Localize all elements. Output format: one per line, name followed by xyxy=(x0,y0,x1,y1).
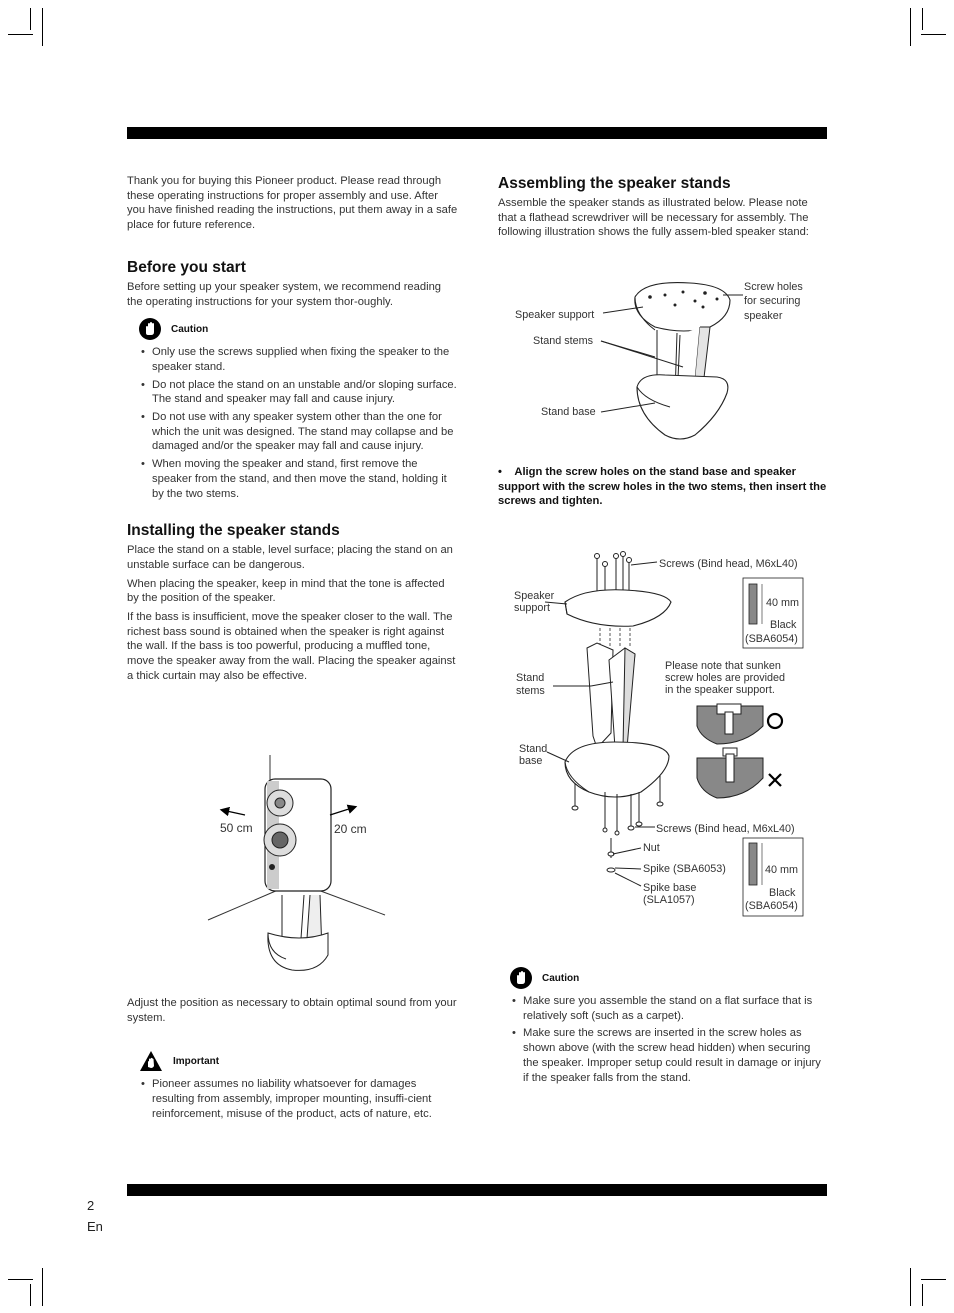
crop-mark xyxy=(42,1268,43,1306)
caution-label: Caution xyxy=(542,972,580,984)
assembling-heading: Assembling the speaker stands xyxy=(498,175,731,192)
page-number: 2 xyxy=(87,1198,95,1213)
label-screw-holes: for securing xyxy=(744,295,801,307)
adjust-block xyxy=(127,996,459,1125)
installing-paragraph: If the bass is insufficient, move the speaker closer to the wall. The richest bass sound is obtained when the speaker is right against the wall. If the bass is too powerful, producing a muffled tone, move the speaker away from the wall. Placing the speaker against a thick curtain may also be effective. xyxy=(127,611,456,682)
label-screws-bottom: Screws (Bind head, M6xL40) xyxy=(656,823,795,835)
label-sunken-note: screw holes are provided xyxy=(665,672,786,684)
label-part-code: (SBA6054) xyxy=(745,633,798,645)
list-item: • Do not place the stand on an unstable and/or sloping surface. The stand and speaker may fall and cause injury. xyxy=(127,378,459,407)
list-item: • Pioneer assumes no liability whatsoever for damages resulting from assembly, improper mounting, insuffi-cient reinforcement, misuse of the product, acts of nature, etc. xyxy=(127,1077,459,1121)
important-list xyxy=(127,1077,459,1121)
label-screw-holes: Screw holes xyxy=(744,281,803,293)
installing-heading: Installing the speaker stands xyxy=(127,522,340,540)
caution-list xyxy=(127,345,459,501)
crop-mark xyxy=(30,8,31,30)
figure-label-right: 20 cm xyxy=(334,822,367,836)
label-stand-base: Stand xyxy=(519,743,548,755)
warning-icon xyxy=(139,1050,163,1072)
label-spike-base: (SLA1057) xyxy=(643,894,695,906)
label-speaker-support: Speaker support xyxy=(515,309,595,321)
label-spike: Spike (SBA6053) xyxy=(643,863,726,875)
crop-mark xyxy=(910,8,911,46)
label-nut: Nut xyxy=(643,842,660,854)
adjust-text: Adjust the position as necessary to obtain optimal sound from your system. xyxy=(127,997,457,1024)
label-spike-base: Spike base xyxy=(643,882,697,894)
important-block xyxy=(139,1049,459,1073)
before-text: Before setting up your speaker system, we recommend reading the operating instructions for your system thor-oughly. xyxy=(127,280,442,308)
speaker-placement-figure xyxy=(200,755,400,980)
important-label: Important xyxy=(173,1055,220,1067)
crop-mark xyxy=(30,1284,31,1306)
label-sunken-note: in the speaker support. xyxy=(665,684,775,696)
label-stand-stems: Stand xyxy=(516,672,545,684)
caution-block xyxy=(139,317,459,341)
align-note-block xyxy=(498,465,830,509)
right-column-top xyxy=(498,175,828,244)
installing-paragraph: When placing the speaker, keep in mind that the tone is affected by the position of the speaker. xyxy=(127,577,445,605)
crop-mark xyxy=(921,34,946,35)
label-speaker-support: Speaker xyxy=(514,590,555,602)
caution-hand-icon xyxy=(510,967,532,989)
label-stand-stems: stems xyxy=(516,685,545,697)
crop-mark xyxy=(921,1279,946,1280)
crop-mark xyxy=(922,8,923,30)
crop-mark xyxy=(42,8,43,46)
label-screws-top: Screws (Bind head, M6xL40) xyxy=(659,558,798,570)
caution-list xyxy=(498,994,828,1085)
label-stand-stems: Stand stems xyxy=(533,335,594,347)
caution-hand-icon xyxy=(139,318,161,340)
label-stand-base: Stand base xyxy=(541,406,596,418)
installing-paragraph: Place the stand on a stable, level surface; placing the stand on an unstable surface can be dangerous. xyxy=(127,544,453,571)
list-item: • Make sure the screws are inserted in the screw holes as shown above (with the screw head hidden) when securing the speaker. Improper setup could result in damage or injury if the speaker falls from the stand. xyxy=(498,1026,828,1085)
label-part-code: (SBA6054) xyxy=(745,900,798,912)
crop-mark xyxy=(8,34,33,35)
label-color: Black xyxy=(770,619,797,631)
align-note: • Align the screw holes on the stand base and speaker support with the screw holes in the two stems, then insert the screws and tighten. xyxy=(498,466,827,508)
figure-label-left: 50 cm xyxy=(220,821,253,835)
crop-mark xyxy=(922,1284,923,1306)
label-speaker-support: support xyxy=(514,602,551,614)
exploded-assembly-figure xyxy=(505,548,820,923)
list-item: • Do not use with any speaker system other than the one for which the unit was designed. The stand may collapse and be damaged and/or the speaker may fall and cause injury. xyxy=(127,410,459,454)
list-item: • Make sure you assemble the stand on a flat surface that is relatively soft (such as a carpet). xyxy=(498,994,828,1023)
crop-mark xyxy=(910,1268,911,1306)
before-heading: Before you start xyxy=(127,258,246,276)
list-item: • When moving the speaker and stand, first remove the speaker from the stand, and then move the stand, holding it by the two stems. xyxy=(127,457,459,501)
label-color: Black xyxy=(769,887,796,899)
caution-label: Caution xyxy=(171,323,209,335)
crop-mark xyxy=(8,1279,33,1280)
label-dimension: 40 mm xyxy=(765,864,798,876)
language-label: En xyxy=(87,1219,103,1234)
label-sunken-note: Please note that sunken xyxy=(665,660,781,672)
right-column-bottom xyxy=(498,958,828,1088)
intro-text: Thank you for buying this Pioneer product. Please read through these operating instructions for proper assembly and use. After you have finished reading the instructions, put them away in a safe place for future reference. xyxy=(127,175,458,232)
label-screw-holes: speaker xyxy=(744,310,783,322)
assembling-text: Assemble the speaker stands as illustrated below. Please note that a flathead screwdriver will be necessary for assembly. The following illustration shows the fully assem-bled speaker stand: xyxy=(498,197,809,239)
align-note-text: Align the screw holes on the stand base and speaker support with the screw holes in the two stems, then insert the screws and tighten. xyxy=(498,466,827,508)
footer-bar xyxy=(127,1184,827,1196)
assembled-stand-figure xyxy=(505,275,820,445)
caution-block xyxy=(510,966,828,990)
left-column xyxy=(127,174,459,688)
list-item: • Only use the screws supplied when fixing the speaker to the speaker stand. xyxy=(127,345,459,374)
label-dimension: 40 mm xyxy=(766,597,799,609)
label-stand-base: base xyxy=(519,755,543,767)
header-bar xyxy=(127,127,827,139)
